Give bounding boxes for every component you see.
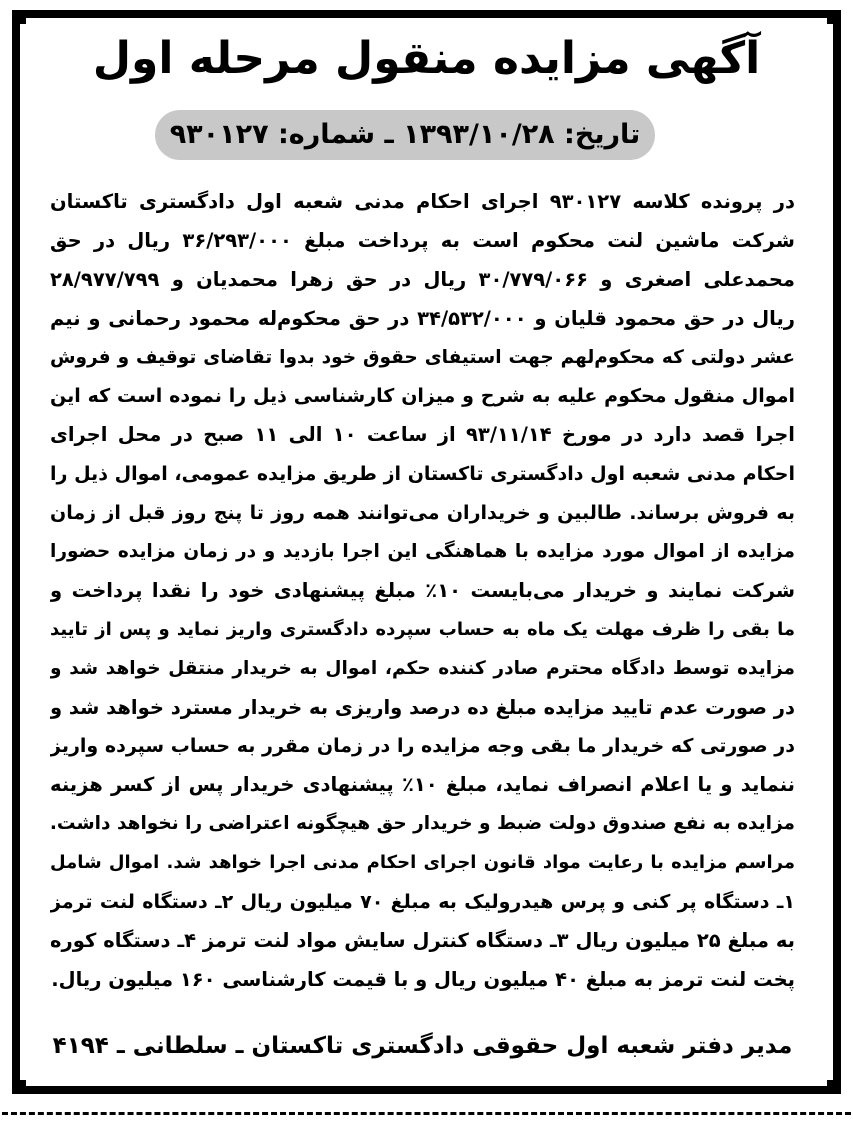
frame-corner-top-left: [12, 10, 26, 24]
body-line: در صورت عدم تایید مزایده مبلغ ده درصد واریزی به خریدار مسترد خواهد شد و: [50, 695, 795, 719]
body-line: مزایده به نفع صندوق دولت ضبط و خریدار حق هیچگونه اعتراضی را نخواهد داشت.: [50, 813, 795, 835]
body-line: ما بقی را ظرف مهلت یک ماه به حساب سپرده دادگستری واریز نماید و پس از تایید: [50, 618, 795, 640]
notice-title: آگهی مزایده منقول مرحله اول: [92, 33, 761, 84]
body-line: در صورتی که خریدار ما بقی وجه مزایده را در زمان مقرر به حساب سپرده واریز: [50, 735, 795, 758]
body-line: محمدعلی اصغری و ۳۰/۷۷۹/۰۶۶ ریال در حق زهرا محمدیان و ۲۸/۹۷۷/۷۹۹: [50, 267, 795, 291]
body-line: احکام مدنی شعبه اول دادگستری تاکستان از طریق مزایده عمومی، اموال ذیل را: [50, 463, 795, 486]
date-number-badge: تاریخ: ۱۳۹۳/۱۰/۲۸ ـ شماره: ۹۳۰۱۲۷: [155, 110, 655, 160]
body-line: ننماید و یا اعلام انصراف نماید، مبلغ ۱۰٪ پیشنهادی خریدار پس از کسر هزینه: [50, 773, 795, 797]
body-line: به فروش برساند. طالبین و خریداران می‌توانند همه روز تا پنج روز قبل از زمان: [50, 502, 795, 525]
body-line: مزایده از اموال مورد مزایده با هماهنگی این اجرا بازدید و در زمان مزایده حضورا: [50, 541, 795, 563]
frame-corner-bottom-right: [827, 1080, 841, 1094]
body-line: پخت لنت ترمز به مبلغ ۴۰ میلیون ریال و با قیمت کارشناسی ۱۶۰ میلیون ریال.: [51, 967, 795, 991]
dashed-cut-line: [2, 1112, 851, 1115]
body-line: در پرونده کلاسه ۹۳۰۱۲۷ اجرای احکام مدنی شعبه اول دادگستری تاکستان: [50, 190, 795, 213]
frame-corner-bottom-left: [12, 1080, 26, 1094]
body-line: اجرا قصد دارد در مورخ ۹۳/۱۱/۱۴ از ساعت ۱۰ الی ۱۱ صبح در محل اجرای: [50, 423, 795, 447]
body-line: مزایده توسط دادگاه محترم صادر کننده حکم، اموال به خریدار منتقل خواهد شد و: [50, 657, 795, 679]
body-line: عشر دولتی که محکوم‌لهم جهت استیفای حقوق خود بدوا تقاضای توقیف و فروش: [50, 346, 795, 368]
notice-signature: مدیر دفتر شعبه اول حقوقی دادگستری تاکستان ـ سلطانی ـ ۴۱۹۴: [52, 1033, 793, 1059]
body-line: شرکت نمایند و خریدار می‌بایست ۱۰٪ مبلغ پیشنهادی خود را نقدا پرداخت و: [50, 578, 795, 602]
body-line: شرکت ماشین لنت محکوم است به پرداخت مبلغ ۳۶/۲۹۳/۰۰۰ ریال در حق: [50, 228, 795, 252]
body-line: ریال در حق محمود قلیان و ۳۴/۵۳۲/۰۰۰ در حق محکوم‌له محمود رحمانی و نیم: [50, 306, 795, 330]
notice-body: [50, 183, 795, 1000]
body-line: اموال منقول محکوم علیه به شرح و میزان کارشناسی ذیل را نموده است که این: [50, 385, 795, 408]
body-line: ۱ـ دستگاه پر کنی و پرس هیدرولیک به مبلغ ۷۰ میلیون ریال ۲ـ دستگاه لنت ترمز: [50, 891, 795, 914]
body-line: به مبلغ ۲۵ میلیون ریال ۳ـ دستگاه کنترل سایش مواد لنت ترمز ۴ـ دستگاه کوره: [50, 928, 795, 952]
body-line: مراسم مزایده با رعایت مواد قانون اجرای احکام مدنی اجرا خواهد شد. اموال شامل: [50, 852, 795, 874]
frame-corner-top-right: [827, 10, 841, 24]
